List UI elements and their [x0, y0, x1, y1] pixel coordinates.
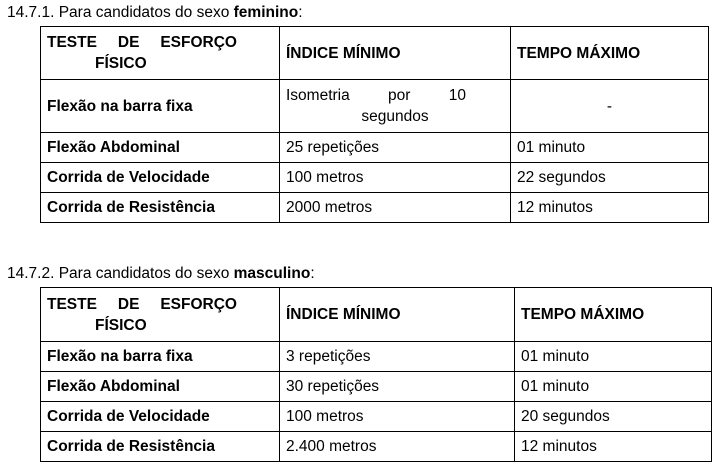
cell-max: 22 segundos — [511, 163, 709, 193]
cell-test: Flexão Abdominal — [41, 133, 280, 163]
cell-min: 2000 metros — [280, 193, 511, 223]
table-row — [41, 193, 709, 223]
table-header-row — [41, 27, 709, 80]
section-title-bold: masculino — [233, 265, 311, 282]
cell-min: 100 metros — [280, 402, 515, 432]
header-cell-min-index: ÍNDICE MÍNIMO — [280, 27, 511, 80]
table-row — [41, 432, 712, 462]
table-row — [41, 163, 709, 193]
cell-max: 12 minutos — [515, 432, 712, 462]
cell-test: Corrida de Resistência — [41, 432, 280, 462]
header-test-line-2: FÍSICO — [95, 316, 147, 334]
header-cell-max-time: TEMPO MÁXIMO — [515, 288, 712, 342]
cell-max: - — [511, 80, 709, 133]
cell-max: 20 segundos — [515, 402, 712, 432]
cell-min: 25 repetições — [280, 133, 511, 163]
header-test-line-2: FÍSICO — [95, 55, 147, 72]
table-masculino — [40, 287, 712, 462]
section-title-prefix: 14.7.1. Para candidatos do sexo — [7, 4, 234, 21]
cell-max: 12 minutos — [511, 193, 709, 223]
header-test-word-2: DE — [117, 34, 140, 51]
cell-min — [280, 80, 511, 133]
cell-min: 2.400 metros — [280, 432, 515, 462]
table-row — [41, 80, 709, 133]
cell-min-line-2: segundos — [361, 108, 429, 125]
cell-test: Flexão Abdominal — [41, 372, 280, 402]
cell-test: Flexão na barra fixa — [41, 80, 280, 133]
section-title-prefix: 14.7.2. Para candidatos do sexo — [7, 265, 234, 282]
table-row — [41, 402, 712, 432]
cell-max: 01 minuto — [511, 133, 709, 163]
section-title-feminino — [7, 4, 303, 22]
cell-test: Corrida de Velocidade — [41, 402, 280, 432]
header-test-word-1: TESTE — [47, 34, 97, 51]
header-cell-test — [41, 288, 280, 342]
header-cell-max-time: TEMPO MÁXIMO — [511, 27, 709, 80]
header-test-word-1: TESTE — [47, 295, 97, 313]
section-title-suffix: : — [310, 265, 315, 282]
cell-min: 3 repetições — [280, 342, 515, 372]
table-row — [41, 133, 709, 163]
cell-min: 100 metros — [280, 163, 511, 193]
cell-min: 30 repetições — [280, 372, 515, 402]
section-title-suffix: : — [298, 4, 303, 21]
table-row — [41, 342, 712, 372]
table-feminino — [40, 26, 709, 223]
cell-min-word-3: 10 — [448, 87, 466, 104]
cell-max: 01 minuto — [515, 342, 712, 372]
header-test-word-3: ESFORÇO — [160, 34, 237, 51]
section-title-bold: feminino — [233, 4, 299, 21]
header-cell-test — [41, 27, 280, 80]
cell-max: 01 minuto — [515, 372, 712, 402]
cell-test: Corrida de Resistência — [41, 193, 280, 223]
header-test-word-3: ESFORÇO — [160, 295, 237, 313]
table-header-row — [41, 288, 712, 342]
header-test-word-2: DE — [117, 295, 140, 313]
cell-min-word-1: Isometria — [286, 87, 350, 104]
section-title-masculino — [7, 265, 315, 283]
cell-min-word-2: por — [388, 87, 411, 104]
header-cell-min-index: ÍNDICE MÍNIMO — [280, 288, 515, 342]
table-row — [41, 372, 712, 402]
cell-test: Corrida de Velocidade — [41, 163, 280, 193]
cell-test: Flexão na barra fixa — [41, 342, 280, 372]
